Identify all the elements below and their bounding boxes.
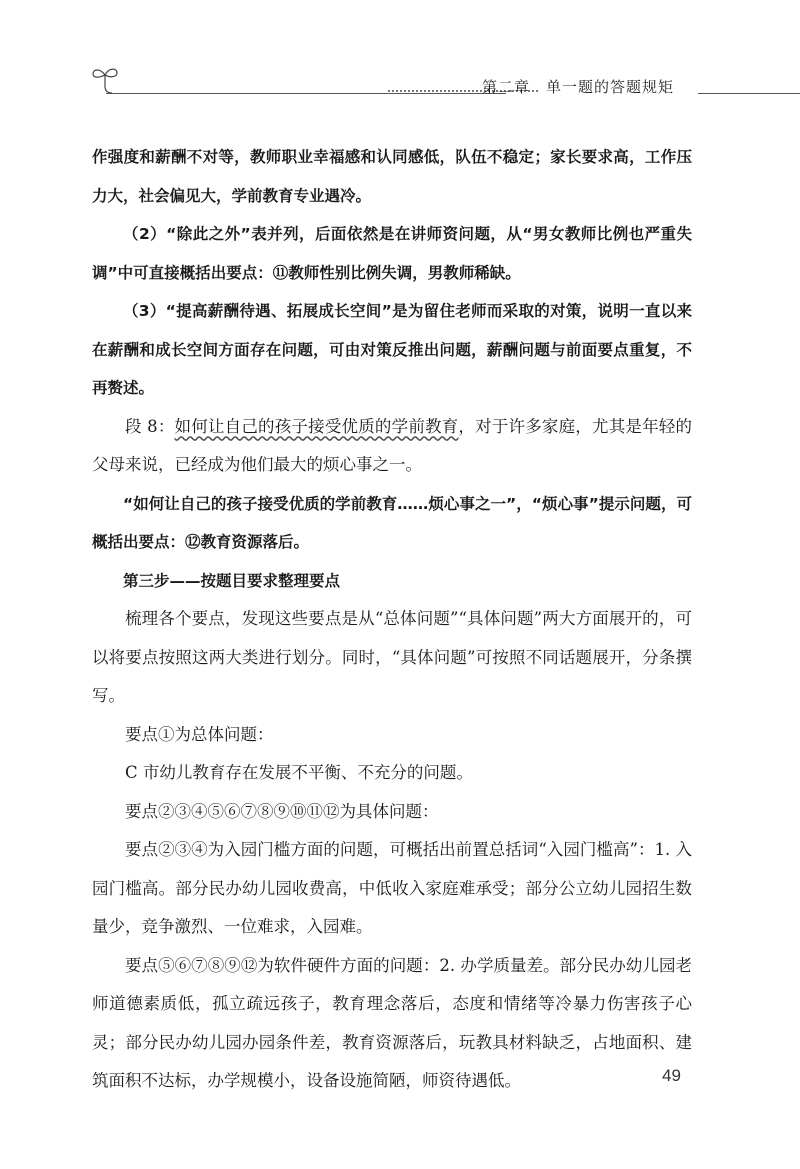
paragraph-overall-label: 要点①为总体问题： (125, 724, 274, 744)
paragraph-section-8 (92, 408, 692, 485)
step-3-heading: 第三步——按题目要求整理要点 (123, 571, 341, 590)
paragraph-point-2: （2）“除此之外”表并列，后面依然是在讲师资问题，从“男女教师比例也严重失调”中可直接概括出要点：⑪教师性别比例失调，男教师稀缺。 (92, 225, 692, 282)
section-8-underlined-text: 如何让自己的孩子接受优质的学前教育 (174, 416, 459, 436)
paragraph-organize: 梳理各个要点，发现这些要点是从“总体问题”“具体问题”两大方面展开的，可以将要点按照这两大类进行划分。同时，“具体问题”可按照不同话题展开，分条撰写。 (92, 609, 692, 705)
paragraph-analysis-12: “如何让自己的孩子接受优质的学前教育……烦心事之一”，“烦心事”提示问题，可概括出要点：⑫教育资源落后。 (92, 494, 692, 551)
sprout-icon (88, 62, 122, 96)
paragraph-point-3: （3）“提高薪酬待遇、拓展成长空间”是为留住老师而采取的对策，说明一直以来在薪酬和成长空间方面存在问题，可由对策反推出问题，薪酬问题与前面要点重复，不再赘述。 (92, 302, 692, 397)
chapter-title: 第二章 单一题的答题规矩 (482, 78, 675, 96)
paragraph-continuation: 作强度和薪酬不对等，教师职业幸福感和认同感低，队伍不稳定；家长要求高，工作压力大，社会偏见大，学前教育专业遇冷。 (92, 148, 692, 205)
paragraph-quality-issue: 要点⑤⑥⑦⑧⑨⑫为软件硬件方面的问题：2. 办学质量差。部分民办幼儿园老师道德素质低，孤立疏远孩子，教育理念落后，态度和情绪等冷暴力伤害孩子心灵；部分民办幼儿园办园条件差，教育资源落后，玩教具材料缺乏，占地面积、建筑面积不达标，办学规模小，设备设施简陋，师资待遇低。 (92, 955, 692, 1090)
header-rule-left (106, 93, 506, 94)
section-8-rest: ，对于许多家庭，尤其是年轻的父母来说，已经成为他们最大的烦心事之一。 (92, 416, 693, 474)
section-8-label: 段 8： (125, 416, 175, 436)
page-body (92, 138, 692, 1101)
paragraph-admission-issue: 要点②③④为入园门槛方面的问题，可概括出前置总括词“入园门槛高”：1. 入园门槛高。部分民办幼儿园收费高，中低收入家庭难承受；部分公立幼儿园招生数量少，竞争激烈、一位难求，入园难。 (92, 840, 692, 936)
paragraph-specific-label: 要点②③④⑤⑥⑦⑧⑨⑩⑪⑫为具体问题： (125, 801, 439, 821)
page-number: 49 (662, 1066, 681, 1085)
paragraph-overall-issue: C 市幼儿教育存在发展不平衡、不充分的问题。 (125, 763, 473, 782)
header-rule-right (698, 93, 800, 94)
page-header (88, 62, 800, 102)
